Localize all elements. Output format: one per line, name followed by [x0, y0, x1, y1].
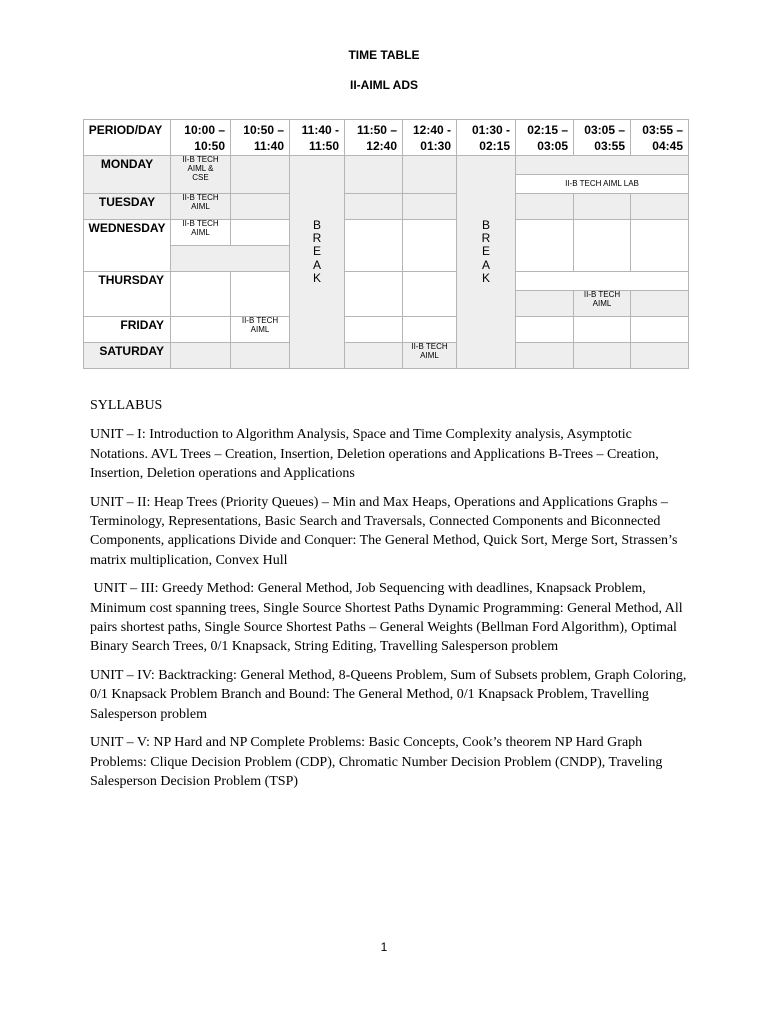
header-period-1: 10:00 – 10:50	[171, 120, 231, 156]
unit-5: UNIT – V: NP Hard and NP Complete Problems: Basic Concepts, Cook’s theorem NP Hard Graph Problems: Clique Decision Problem (CDP), Chromatic Number Decision Problem (CNDP), Traveling Salesperson Decision Problem (TSP)	[90, 735, 663, 789]
saturday-period-4: II-B TECH AIML	[403, 343, 457, 369]
break-column-1	[290, 156, 345, 369]
header-period-5: 02:15 – 03:05	[516, 120, 574, 156]
saturday-period-5	[516, 343, 574, 369]
tuesday-period-7	[631, 194, 689, 220]
monday-lab	[516, 175, 689, 194]
monday-period-3	[345, 156, 403, 194]
thursday-afternoon-blank	[516, 272, 689, 291]
unit-3: UNIT – III: Greedy Method: General Method, Job Sequencing with deadlines, Knapsack Problem, Minimum cost spanning trees, Single Source Shortest Paths Dynamic Programming: General Method, All pairs shortest paths, Single Source Shortest Paths – General Weights (Bellman Ford Algorithm), Optimal Binary Search Trees, 0/1 Knapsack, String Editing, Travelling Salesperson problem	[90, 581, 687, 655]
header-period-4: 12:40 - 01:30	[403, 120, 457, 156]
saturday-period-2	[231, 343, 290, 369]
wednesday-period-3	[345, 220, 403, 272]
header-period-2: 10:50 – 11:40	[231, 120, 290, 156]
monday-lab-label: II-B TECH AIML LAB	[565, 178, 639, 188]
friday-period-6	[574, 317, 631, 343]
friday-period-4	[403, 317, 457, 343]
timetable	[83, 119, 689, 369]
break-letter: K	[312, 270, 321, 285]
thursday-period-3	[345, 272, 403, 317]
wednesday-period-7	[631, 220, 689, 272]
page-title: TIME TABLE	[348, 48, 420, 62]
thursday-period-5	[516, 291, 574, 317]
tuesday-period-3	[345, 194, 403, 220]
tuesday-period-5	[516, 194, 574, 220]
header-break-2: 01:30 - 02:15	[457, 120, 516, 156]
thursday-period-1	[171, 272, 231, 317]
break-column-2	[457, 156, 516, 369]
wednesday-period-1: II-B TECH AIML	[171, 220, 231, 246]
wednesday-period-6	[574, 220, 631, 272]
day-saturday: SATURDAY	[84, 343, 171, 369]
wednesday-period-4	[403, 220, 457, 272]
row-monday	[84, 156, 689, 175]
unit-1: UNIT – I: Introduction to Algorithm Analysis, Space and Time Complexity analysis, Asymptotic Notations. AVL Trees – Creation, Insertion, Deletion operations and Applications B-Trees – Creation, Insertion, Deletion operations and Applications	[90, 427, 659, 482]
break-letter: E	[312, 244, 321, 259]
unit-2: UNIT – II: Heap Trees (Priority Queues) – Min and Max Heaps, Operations and Applications Graphs – Terminology, Representations, Basic Search and Traversals, Connected Components and Biconnected Components, applications Divide and Conquer: The General Method, Quick Sort, Merge Sort, Strassen’s matrix multiplication, Convex Hull	[90, 494, 678, 568]
monday-period-1: II-B TECH AIML & CSE	[171, 156, 231, 194]
thursday-period-4	[403, 272, 457, 317]
break-spacer	[457, 285, 515, 305]
thursday-period-7	[631, 291, 689, 317]
header-period-7: 03:55 – 04:45	[631, 120, 689, 156]
saturday-period-1	[171, 343, 231, 369]
syllabus-title: SYLLABUS	[90, 398, 163, 413]
monday-period-4	[403, 156, 457, 194]
saturday-period-7	[631, 343, 689, 369]
friday-period-7	[631, 317, 689, 343]
day-wednesday: WEDNESDAY	[84, 220, 171, 272]
monday-afternoon-blank	[516, 156, 689, 175]
break-spacer	[290, 285, 344, 305]
day-tuesday: TUESDAY	[84, 194, 171, 220]
syllabus-section	[90, 396, 690, 800]
thursday-period-6: II-B TECH AIML	[574, 291, 631, 317]
monday-period-2	[231, 156, 290, 194]
wednesday-period-5	[516, 220, 574, 272]
row-saturday	[84, 343, 689, 369]
row-friday	[84, 317, 689, 343]
break-letter: A	[312, 257, 321, 272]
thursday-period-2	[231, 272, 290, 317]
friday-period-2: II-B TECH AIML	[231, 317, 290, 343]
day-thursday: THURSDAY	[84, 272, 171, 317]
break-letter: A	[481, 257, 490, 272]
class-subtitle: II-AIML ADS	[350, 78, 418, 92]
header-break-1: 11:40 - 11:50	[290, 120, 345, 156]
day-friday: FRIDAY	[84, 317, 171, 343]
break-letter: K	[481, 270, 490, 285]
tuesday-period-2	[231, 194, 290, 220]
friday-period-5	[516, 317, 574, 343]
page-number: 1	[380, 940, 388, 954]
unit-4: UNIT – IV: Backtracking: General Method, 8-Queens Problem, Sum of Subsets problem, Graph Coloring, 0/1 Knapsack Problem Branch and Bound: The General Method, 0/1 Knapsack Problem, Travelling Salesperson problem	[90, 667, 687, 722]
row-wednesday	[84, 220, 689, 246]
wednesday-morning-blank	[171, 246, 290, 272]
header-period-6: 03:05 – 03:55	[574, 120, 631, 156]
break-letter: B	[312, 218, 321, 233]
row-tuesday	[84, 194, 689, 220]
header-period-3: 11:50 – 12:40	[345, 120, 403, 156]
saturday-period-6	[574, 343, 631, 369]
tuesday-period-1: II-B TECH AIML	[171, 194, 231, 220]
tuesday-period-4	[403, 194, 457, 220]
break-letter: B	[481, 218, 490, 233]
wednesday-period-2	[231, 220, 290, 246]
friday-period-1	[171, 317, 231, 343]
header-period-day: PERIOD/DAY	[84, 120, 171, 156]
break-letter: R	[312, 231, 322, 246]
break-letter: R	[481, 231, 491, 246]
day-monday: MONDAY	[84, 156, 171, 194]
timetable-header-row	[84, 120, 689, 156]
row-thursday	[84, 272, 689, 291]
tuesday-period-6	[574, 194, 631, 220]
break-letter: E	[481, 244, 490, 259]
friday-period-3	[345, 317, 403, 343]
saturday-period-3	[345, 343, 403, 369]
